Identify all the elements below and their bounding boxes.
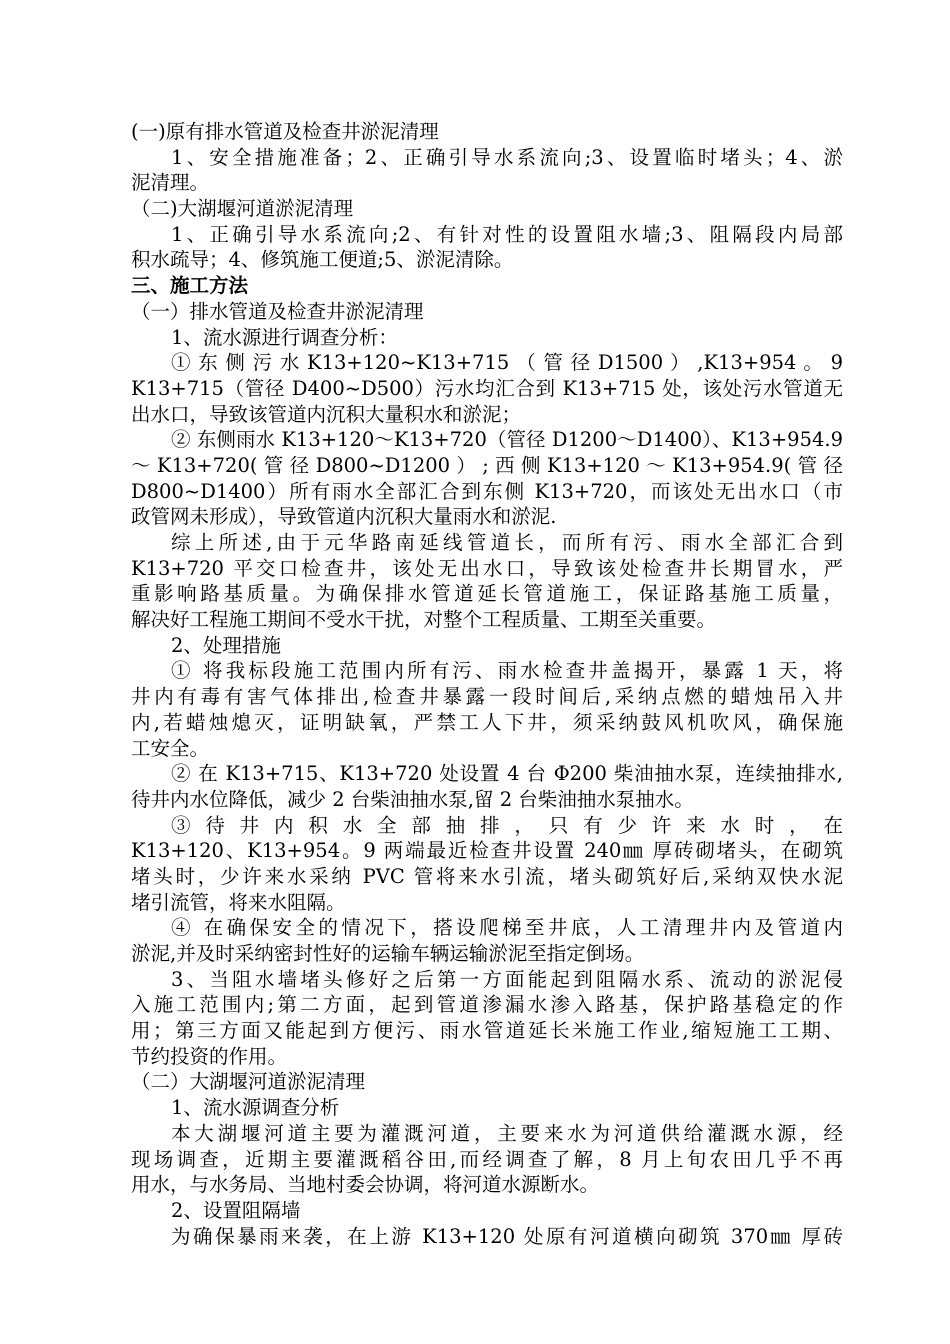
text-line: 三、施工方法 <box>131 274 249 298</box>
text-line: 待井内水位降低，减少 2 台柴油抽水泵,留 2 台柴油抽水泵抽水。 <box>131 787 694 811</box>
text-line: ① 将我标段施工范围内所有污、雨水检查井盖揭开，暴露 1 天，将 <box>171 659 843 683</box>
text-line: 政管网未形成），导致管道内沉积大量雨水和淤泥. <box>131 505 557 529</box>
text-line: 用；第三方面又能起到方便污、雨水管道延长米施工作业,缩短施工工期、 <box>131 1019 843 1043</box>
text-line: 解决好工程施工期间不受水干扰，对整个工程质量、工期至关重要。 <box>131 608 717 632</box>
text-line: 综上所述,由于元华路南延线管道长，而所有污、雨水全部汇合到 <box>171 531 843 554</box>
text-line: 2、设置阻隔墙 <box>171 1198 301 1222</box>
text-line: 2、处理措施 <box>171 633 281 657</box>
text-line: K13+715（管径 D400~D500）污水均汇合到 K13+715 处，该处污水管道无 <box>131 376 843 400</box>
text-line: ～ K13+720( 管 径 D800~D1200 ） ; 西 侧 K13+120 ～ K13+954.9( 管 径 <box>131 453 843 477</box>
document-body <box>131 119 843 1249</box>
text-line: 积水疏导；4、修筑施工便道;5、淤泥清除。 <box>131 248 514 272</box>
text-line: 现场调查，近期主要灌溉稻谷田,而经调查了解，8 月上旬农田几乎不再 <box>131 1147 843 1171</box>
text-line: 出水口，导致该管道内沉积大量积水和淤泥； <box>131 402 522 426</box>
text-line: 1、安全措施准备；2、正确引导水系流向;3、设置临时堵头；4、淤 <box>171 145 843 169</box>
text-line: 泥清理。 <box>131 171 210 195</box>
text-line: 内,若蜡烛熄灭，证明缺氧，严禁工人下井，须采纳鼓风机吹风，确保施 <box>131 710 843 734</box>
text-line: 入施工范围内;第二方面，起到管道渗漏水渗入路基，保护路基稳定的作 <box>131 993 843 1017</box>
text-line: （二)大湖堰河道淤泥清理 <box>131 197 354 221</box>
text-line: 堵引流管，将来水阻隔。 <box>131 890 346 914</box>
text-line: 节约投资的作用。 <box>131 1044 288 1068</box>
text-line: ③ 待 井 内 积 水 全 部 抽 排 ， 只 有 少 许 来 水 时 ， 在 <box>171 813 843 837</box>
text-line: K13+120、K13+954。9 两端最近检查井设置 240㎜ 厚砖砌堵头，在砌筑 <box>131 839 843 863</box>
text-line: 淤泥,并及时采纳密封性好的运输车辆运输淤泥至指定倒场。 <box>131 942 645 965</box>
text-line: （二）大湖堰河道淤泥清理 <box>131 1070 366 1094</box>
text-line: 为确保暴雨来袭，在上游 K13+120 处原有河道横向砌筑 370㎜ 厚砖 <box>171 1224 843 1248</box>
text-line: ② 在 K13+715、K13+720 处设置 4 台 Φ200 柴油抽水泵，连续抽排水, <box>171 762 843 786</box>
text-line: 用水，与水务局、当地村委会协调，将河道水源断水。 <box>131 1173 600 1197</box>
text-line: ④ 在确保安全的情况下，搭设爬梯至井底，人工清理井内及管道内 <box>171 916 843 940</box>
text-line: D800~D1400）所有雨水全部汇合到东侧 K13+720，而该处无出水口（市 <box>131 479 843 503</box>
text-line: 本大湖堰河道主要为灌溉河道，主要来水为河道供给灌溉水源，经 <box>171 1121 843 1145</box>
text-line: 工安全。 <box>131 736 210 760</box>
text-line: （一）排水管道及检查井淤泥清理 <box>131 299 424 323</box>
text-line: K13+720 平交口检查井，该处无出水口，导致该处检查井长期冒水，严 <box>131 556 843 580</box>
text-line: 1、正确引导水系流向;2、有针对性的设置阻水墙;3、阻隔段内局部 <box>171 222 843 246</box>
text-line: 3、当阻水墙堵头修好之后第一方面能起到阻隔水系、流动的淤泥侵 <box>171 967 843 991</box>
text-line: 堵头时，少许来水采纳 PVC 管将来水引流，堵头砌筑好后,采纳双快水泥 <box>131 864 843 888</box>
text-line: ① 东 侧 污 水 K13+120~K13+715 （ 管 径 D1500 ） ,K13+954 。 9 <box>171 351 843 375</box>
text-line: 1、流水源进行调查分析： <box>171 325 398 349</box>
text-line: 1、流水源调查分析 <box>171 1096 340 1120</box>
text-line: 重影响路基质量。为确保排水管道延长管道施工，保证路基施工质量， <box>131 582 843 606</box>
text-line: ② 东侧雨水 K13+120～K13+720（管径 D1200～D1400）、K13+954.9 <box>171 428 843 452</box>
text-line: 井内有毒有害气体排出,检查井暴露一段时间后,采纳点燃的蜡烛吊入井 <box>131 685 843 709</box>
text-line: (一)原有排水管道及检查井淤泥清理 <box>131 120 439 143</box>
